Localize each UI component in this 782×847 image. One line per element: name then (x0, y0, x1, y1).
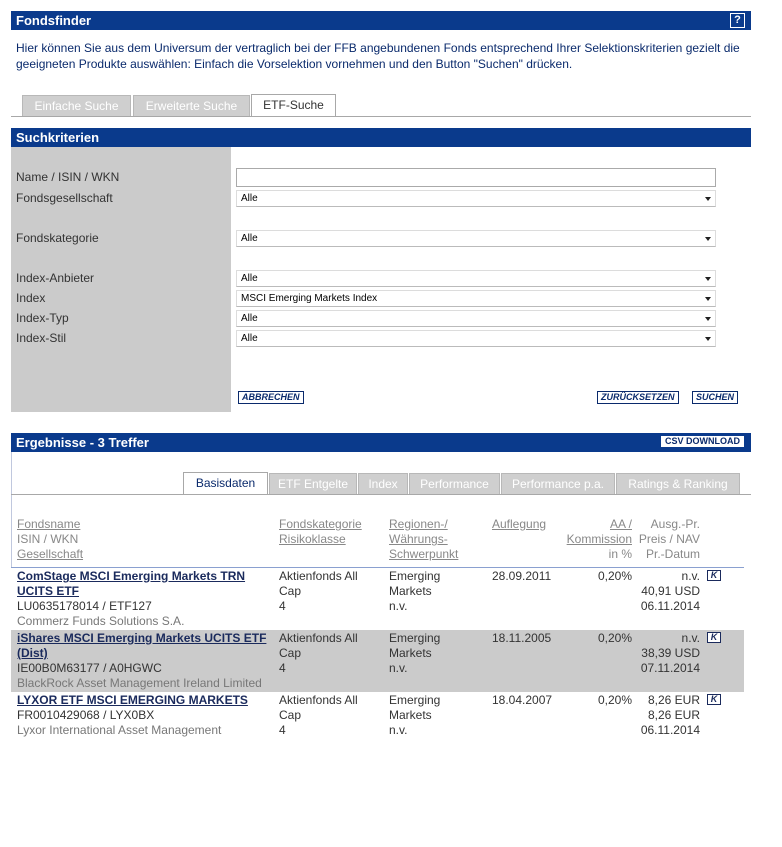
fund-region-1: Emerging (389, 631, 441, 645)
fund-isin: FR0010429068 / LYX0BX (17, 708, 155, 722)
fund-region-3: n.v. (389, 661, 408, 675)
index-stil-label: Index-Stil (16, 331, 67, 345)
index-stil-value: Alle (241, 333, 258, 344)
fund-price-date: 06.11.2014 (640, 599, 700, 613)
tab-performance[interactable]: Performance (409, 473, 500, 494)
index-anbieter-value: Alle (241, 273, 258, 284)
col-aa-2[interactable]: Kommission (566, 532, 632, 546)
reset-button[interactable]: ZURÜCKSETZEN (597, 391, 679, 404)
fund-category-1: Aktienfonds All (279, 569, 358, 583)
fund-isin: IE00B0M63177 / A0HGWC (17, 661, 162, 675)
index-stil-select[interactable] (236, 330, 716, 347)
tab-ratings-ranking[interactable]: Ratings & Ranking (616, 473, 740, 494)
fund-risk: 4 (279, 723, 286, 737)
col-gesellschaft[interactable]: Gesellschaft (17, 547, 84, 561)
tab-index[interactable]: Index (358, 473, 408, 494)
chevron-down-icon (705, 317, 711, 321)
fund-category-1: Aktienfonds All (279, 631, 358, 645)
col-regionen-2[interactable]: Währungs- (389, 532, 448, 546)
fund-name-line1[interactable]: ComStage MSCI Emerging Markets TRN (17, 569, 246, 583)
col-risikoklasse[interactable]: Risikoklasse (279, 532, 346, 546)
col-price-3: Pr.-Datum (645, 547, 700, 561)
k-button[interactable]: K (707, 694, 721, 705)
index-anbieter-label: Index-Anbieter (16, 271, 95, 285)
results-tab-divider (11, 494, 751, 495)
fund-aa: 0,20% (597, 569, 632, 583)
fund-region-1: Emerging (389, 569, 441, 583)
fund-launch: 28.09.2011 (492, 569, 552, 583)
k-button[interactable]: K (707, 570, 721, 581)
fund-price-2: 38,39 USD (641, 646, 700, 660)
index-label: Index (16, 291, 46, 305)
fund-price-1: n.v. (681, 569, 700, 583)
fund-name-line2[interactable]: (Dist) (17, 646, 48, 660)
index-select[interactable] (236, 290, 716, 307)
help-icon[interactable]: ? (730, 13, 745, 28)
chevron-down-icon (705, 237, 711, 241)
fondskategorie-select[interactable] (236, 230, 716, 247)
chevron-down-icon (705, 337, 711, 341)
chevron-down-icon (705, 297, 711, 301)
fund-price-1: 8,26 EUR (647, 693, 700, 707)
fund-launch: 18.11.2005 (492, 631, 552, 645)
tab-performance-pa[interactable]: Performance p.a. (501, 473, 615, 494)
index-value: MSCI Emerging Markets Index (241, 293, 378, 304)
col-aa-3: in % (608, 547, 632, 561)
fund-region-3: n.v. (389, 723, 408, 737)
k-button[interactable]: K (707, 632, 721, 643)
fondskategorie-label: Fondskategorie (16, 231, 99, 245)
index-typ-value: Alle (241, 313, 258, 324)
fund-risk: 4 (279, 599, 286, 613)
fund-company: BlackRock Asset Management Ireland Limited (17, 676, 262, 690)
fund-category-2: Cap (279, 646, 302, 660)
fund-region-3: n.v. (389, 599, 408, 613)
col-price-1: Ausg.-Pr. (650, 517, 700, 531)
name-label: Name / ISIN / WKN (16, 170, 120, 184)
fund-price-date: 07.11.2014 (640, 661, 700, 675)
fondsgesellschaft-select[interactable] (236, 190, 716, 207)
intro-text: Hier können Sie aus dem Universum der vertraglich bei der FFB angebundenen Fonds entsprechend Ihrer Selektionskriterien gezielt die geeigneten Produkte auswählen: Einfach die Vorselektion vornehmen und den Button "Suchen" drücken. (16, 41, 740, 71)
tab-divider (11, 116, 751, 117)
fund-price-2: 40,91 USD (641, 584, 700, 598)
fund-aa: 0,20% (597, 631, 632, 645)
fund-launch: 18.04.2007 (492, 693, 553, 707)
tab-einfache-suche[interactable]: Einfache Suche (22, 95, 131, 116)
fund-isin: LU0635178014 / ETF127 (17, 599, 152, 613)
chevron-down-icon (705, 197, 711, 201)
tab-erweiterte-suche[interactable]: Erweiterte Suche (133, 95, 250, 116)
fund-region-2: Markets (389, 646, 432, 660)
col-auflegung[interactable]: Auflegung (492, 517, 547, 531)
tab-etf-entgelte[interactable]: ETF Entgelte (269, 473, 357, 494)
criteria-title: Suchkriterien (16, 130, 100, 145)
fund-region-2: Markets (389, 584, 432, 598)
fund-company: Commerz Funds Solutions S.A. (17, 614, 185, 628)
fund-category-2: Cap (279, 584, 302, 598)
search-button[interactable]: SUCHEN (692, 391, 738, 404)
csv-download-button[interactable]: CSV DOWNLOAD (660, 435, 745, 448)
fund-company: Lyxor International Asset Management (17, 723, 222, 737)
col-regionen-3[interactable]: Schwerpunkt (389, 547, 459, 561)
col-regionen-1[interactable]: Regionen-/ (389, 517, 448, 531)
page-title: Fondsfinder (16, 13, 92, 28)
col-isin: ISIN / WKN (17, 532, 79, 546)
fund-region-1: Emerging (389, 693, 441, 707)
fund-risk: 4 (279, 661, 286, 675)
fund-name-line1[interactable]: iShares MSCI Emerging Markets UCITS ETF (17, 631, 267, 645)
fondsgesellschaft-value: Alle (241, 193, 258, 204)
col-fondskategorie[interactable]: Fondskategorie (279, 517, 362, 531)
results-title: Ergebnisse - 3 Treffer (16, 435, 149, 450)
criteria-header (11, 128, 751, 147)
fondsgesellschaft-label: Fondsgesellschaft (16, 191, 113, 205)
fund-price-date: 06.11.2014 (640, 723, 700, 737)
index-typ-select[interactable] (236, 310, 716, 327)
cancel-button[interactable]: ABBRECHEN (238, 391, 304, 404)
fondskategorie-value: Alle (241, 233, 258, 244)
col-price-2: Preis / NAV (638, 532, 700, 546)
index-typ-label: Index-Typ (16, 311, 69, 325)
results-frame (11, 452, 12, 568)
name-isin-wkn-input[interactable] (236, 168, 716, 187)
fund-region-2: Markets (389, 708, 432, 722)
fund-name-line1[interactable]: LYXOR ETF MSCI EMERGING MARKETS (17, 693, 248, 707)
fund-name-line2[interactable]: UCITS ETF (17, 584, 79, 598)
chevron-down-icon (705, 277, 711, 281)
col-aa-1[interactable]: AA / (609, 517, 632, 531)
fund-category-1: Aktienfonds All (279, 693, 358, 707)
tab-basisdaten[interactable]: Basisdaten (183, 472, 268, 495)
index-anbieter-select[interactable] (236, 270, 716, 287)
fondsfinder-header (11, 11, 751, 30)
fund-category-2: Cap (279, 708, 302, 722)
tab-etf-suche[interactable]: ETF-Suche (251, 94, 336, 117)
results-header (11, 433, 751, 452)
fund-aa: 0,20% (597, 693, 632, 707)
fund-price-1: n.v. (681, 631, 700, 645)
fund-price-2: 8,26 EUR (647, 708, 700, 722)
col-fondsname[interactable]: Fondsname (17, 517, 81, 531)
